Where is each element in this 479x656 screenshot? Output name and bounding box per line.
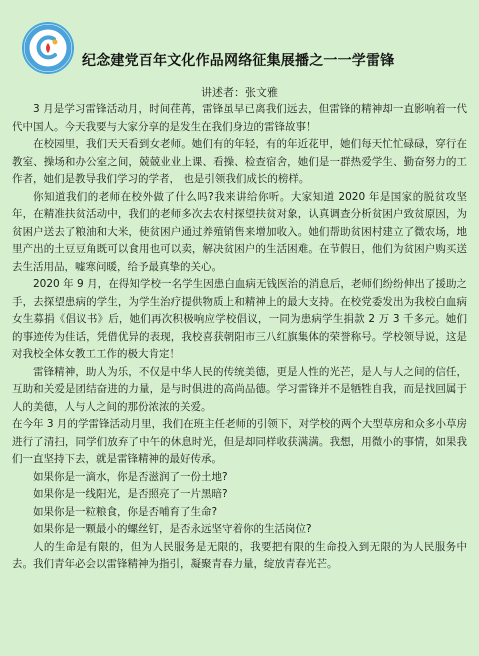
paragraph: 3 月是学习雷锋活动月，时间荏苒，雷锋虽早已离我们远去，但雷锋的精神却一直影响着一代代中国人。今天我要与大家分享的是发生在我们身边的雷锋故事！: [12, 103, 467, 133]
question-line: 如果你是一线阳光，是否照亮了一片黑暗?: [33, 488, 228, 500]
article-body: [12, 101, 467, 574]
paragraph: 在校园里，我们天天看到女老师。她们有的年轻，有的年近花甲，她们每天忙忙碌碌，穿行在教室、操场和办公室之间，兢兢业业上课、看操、检查宿舍，她们是一群热爱学生、勤奋努力的工作者，她们是教导我们学习的学者， 也是引领我们成长的榜样。: [12, 138, 467, 185]
closing-paragraph: 人的生命是有限的，但为人民服务是无限的，我要把有限的生命投入到无限的为人民服务中去。我们青年必会以雷锋精神为指引，凝聚青春力量，绽放青春光芒。: [12, 540, 467, 570]
paragraph: 2020 年 9 月，在得知学校一名学生因患白血病无钱医治的消息后，老师们纷纷伸出了援助之手，去探望患病的学生，为学生治疗提供物质上和精神上的最大支持。在校党委发出为我校白血病女生募捐《倡议书》后，她们再次积极响应学校倡议，一同为患病学生捐款 2 万 3 千多元。她们的事迹传为佳话，凭借优异的表现，我校喜获朝阳市三八红旗集体的荣誉称号。学校领导说，这是对我校全体女教工工作的极大肯定！: [12, 278, 467, 360]
page-title: 纪念建党百年文化作品网络征集展播之一一学雷锋: [82, 53, 395, 69]
document-header: [0, 0, 479, 92]
question-line: 如果你是一颗最小的螺丝钉，是否永远坚守着你的生活岗位?: [33, 523, 312, 535]
question-line: 如果你是一粒粮食，你是否哺育了生命?: [33, 505, 218, 518]
question-line: 如果你是一滴水，你是否滋润了一份土地?: [33, 470, 228, 483]
paragraph: 雷锋精神，助人为乐，不仅是中华人民的传统美德，更是人性的光芒，是人与人之间的信任，互助和关爱是团结奋进的力量，是与时俱进的高尚品德。学习雷锋并不是牺牲自我，而是找回属于人的美德，人与人之间的那份浓浓的关爱。: [12, 365, 467, 413]
narrator-byline: 讲述者：张文雅: [201, 86, 278, 99]
paragraph: 你知道我们的老师在校外做了什么吗?我来讲给你听。大家知道 2020 年是国家的脱贫攻坚年，在精准扶贫活动中，我们的老师多次去农村探望扶贫对象，认真调查分析贫困户致贫原因，为贫困户送去了粮油和大米，使贫困户通过养殖销售来增加收入。她们帮助贫困村建立了微农场，地里产出的土豆豆角既可以食用也可以卖，解决贫困户的生活困难。在节假日，他们为贫困户购买送去生活用品，嘘寒问暖，给予最真挚的关心。: [12, 190, 467, 273]
paragraph: 在今年 3 月的学雷锋活动月里，我们在班主任老师的引领下，对学校的两个大型草房和众多小草房进行了清扫，同学们放弃了中午的休息时光，但是却同样收获满满。我想，用微小的事情，如果我们一直坚持下去，就是雷锋精神的最好传承。: [12, 418, 467, 465]
school-logo-icon: [22, 22, 74, 74]
